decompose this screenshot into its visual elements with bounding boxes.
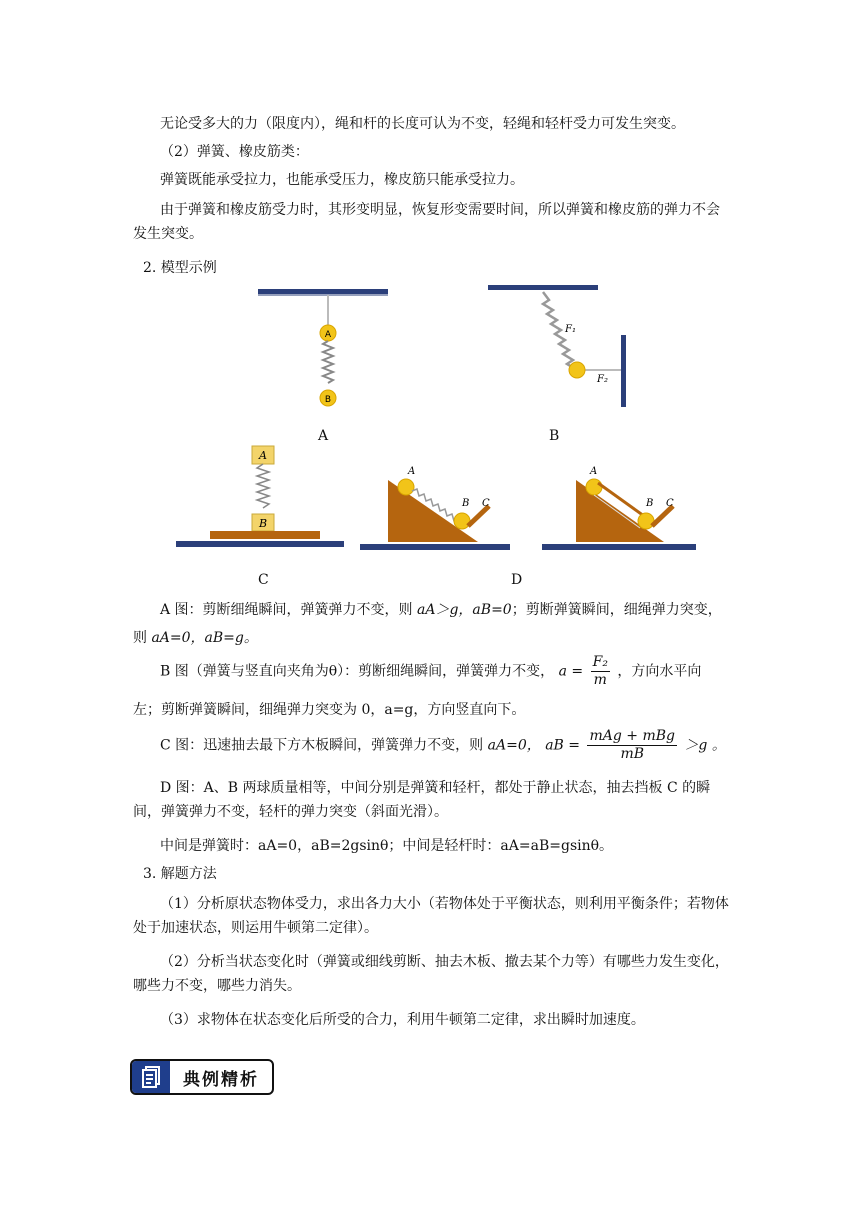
figure-d-spring [358, 462, 513, 554]
svg-text:B: B [324, 395, 332, 405]
svg-text:B: B [462, 498, 470, 509]
text-line: （3）求物体在状态变化后所受的合力，利用牛顿第二定律，求出瞬时加速度。 [160, 1012, 645, 1028]
caption-a: A [318, 428, 329, 444]
ground-hatch [360, 544, 510, 550]
ground-hatch [176, 541, 344, 547]
svg-text:F₁: F₁ [565, 324, 576, 335]
text-line: 弹簧既能承受拉力，也能承受压力，橡皮筋只能承受拉力。 [160, 172, 524, 188]
spring [257, 464, 269, 508]
figure-a [255, 285, 395, 410]
ball-b [454, 513, 470, 529]
baffle-c [468, 506, 489, 526]
ceiling-hatch [488, 285, 598, 290]
fraction: $\frac{\text{mAg + mBg}}{mB}$ [589, 728, 675, 762]
text-line: 左；剪断弹簧瞬间，细绳弹力突变为 0，a=g，方向竖直向下。 [133, 702, 526, 718]
text-line: B 图（弹簧与竖直向夹角为θ）：剪断细绳瞬间，弹簧弹力不变， a = $\frac{\text{F₂}}{m}$ ，方向水平向 [160, 654, 702, 688]
svg-text:C: C [666, 498, 674, 509]
text-line: C 图：迅速抽去最下方木板瞬间，弹簧弹力不变，则 aA=0， aB = $\frac{\text{mAg + mBg}}{mB}$ ＞g 。 [160, 728, 726, 762]
svg-text:B: B [258, 517, 268, 530]
section-title: 典例精析 [183, 1069, 259, 1090]
text-line: 则 aA=0，aB=g。 [133, 630, 258, 646]
text-line: 无论受多大的力（限度内），绳和杆的长度可认为不变，轻绳和轻杆受力可发生突变。 [160, 116, 685, 132]
caption-c: C [258, 572, 269, 588]
paragraph: （2）分析当状态变化时（弹簧或细线剪断、抽去木板、撤去某个力等）有哪些力发生变化，哪些力不变，哪些力消失。 [133, 954, 729, 994]
figure-d-rod [540, 462, 698, 554]
section-heading: 2. 模型示例 [143, 260, 217, 276]
figure-c [172, 442, 347, 554]
paragraph: （1）分析原状态物体受力，求出各力大小（若物体处于平衡状态，则利用平衡条件；若物体处于加速状态，则运用牛顿第二定律）。 [133, 896, 729, 936]
fraction: $\frac{\text{F₂}}{m}$ [592, 654, 608, 688]
svg-text:A: A [408, 466, 416, 477]
svg-text:A: A [590, 466, 598, 477]
paragraph: D 图：A、B 两球质量相等，中间分别是弹簧和轻杆，都处于静止状态，抽去挡板 C 的瞬间，弹簧弹力不变，轻杆的弹力突变（斜面光滑）。 [133, 780, 711, 820]
text-line: A 图：剪断细绳瞬间，弹簧弹力不变，则 aA＞g，aB=0；剪断弹簧瞬间，细绳弹力突变， [160, 602, 722, 618]
section-heading: 3. 解题方法 [143, 866, 217, 882]
ball-a [398, 479, 414, 495]
svg-text:C: C [482, 498, 490, 509]
document-icon [132, 1061, 170, 1093]
ball [569, 362, 585, 378]
ball-a [586, 479, 602, 495]
figure-b [485, 280, 635, 415]
paragraph: 由于弹簧和橡皮筋受力时，其形变明显，恢复形变需要时间，所以弹簧和橡皮筋的弹力不会发生突变。 [133, 202, 720, 242]
subsection-heading: （2）弹簧、橡皮筋类： [160, 144, 309, 160]
section-badge [130, 1059, 274, 1095]
svg-text:A: A [324, 330, 332, 340]
ball-b [638, 513, 654, 529]
wall-hatch [621, 335, 626, 407]
svg-text:A: A [259, 449, 267, 462]
spring [323, 341, 333, 383]
ground-hatch [542, 544, 696, 550]
svg-text:B: B [646, 498, 654, 509]
caption-d: D [511, 572, 523, 588]
ceiling-hatch [258, 289, 388, 295]
svg-text:F₂: F₂ [597, 374, 608, 385]
baffle-c [652, 506, 673, 526]
wooden-board [210, 531, 320, 539]
text-line: 中间是弹簧时：aA=0，aB=2gsinθ；中间是轻杆时：aA=aB=gsinθ。 [160, 838, 614, 854]
caption-b: B [549, 428, 560, 444]
